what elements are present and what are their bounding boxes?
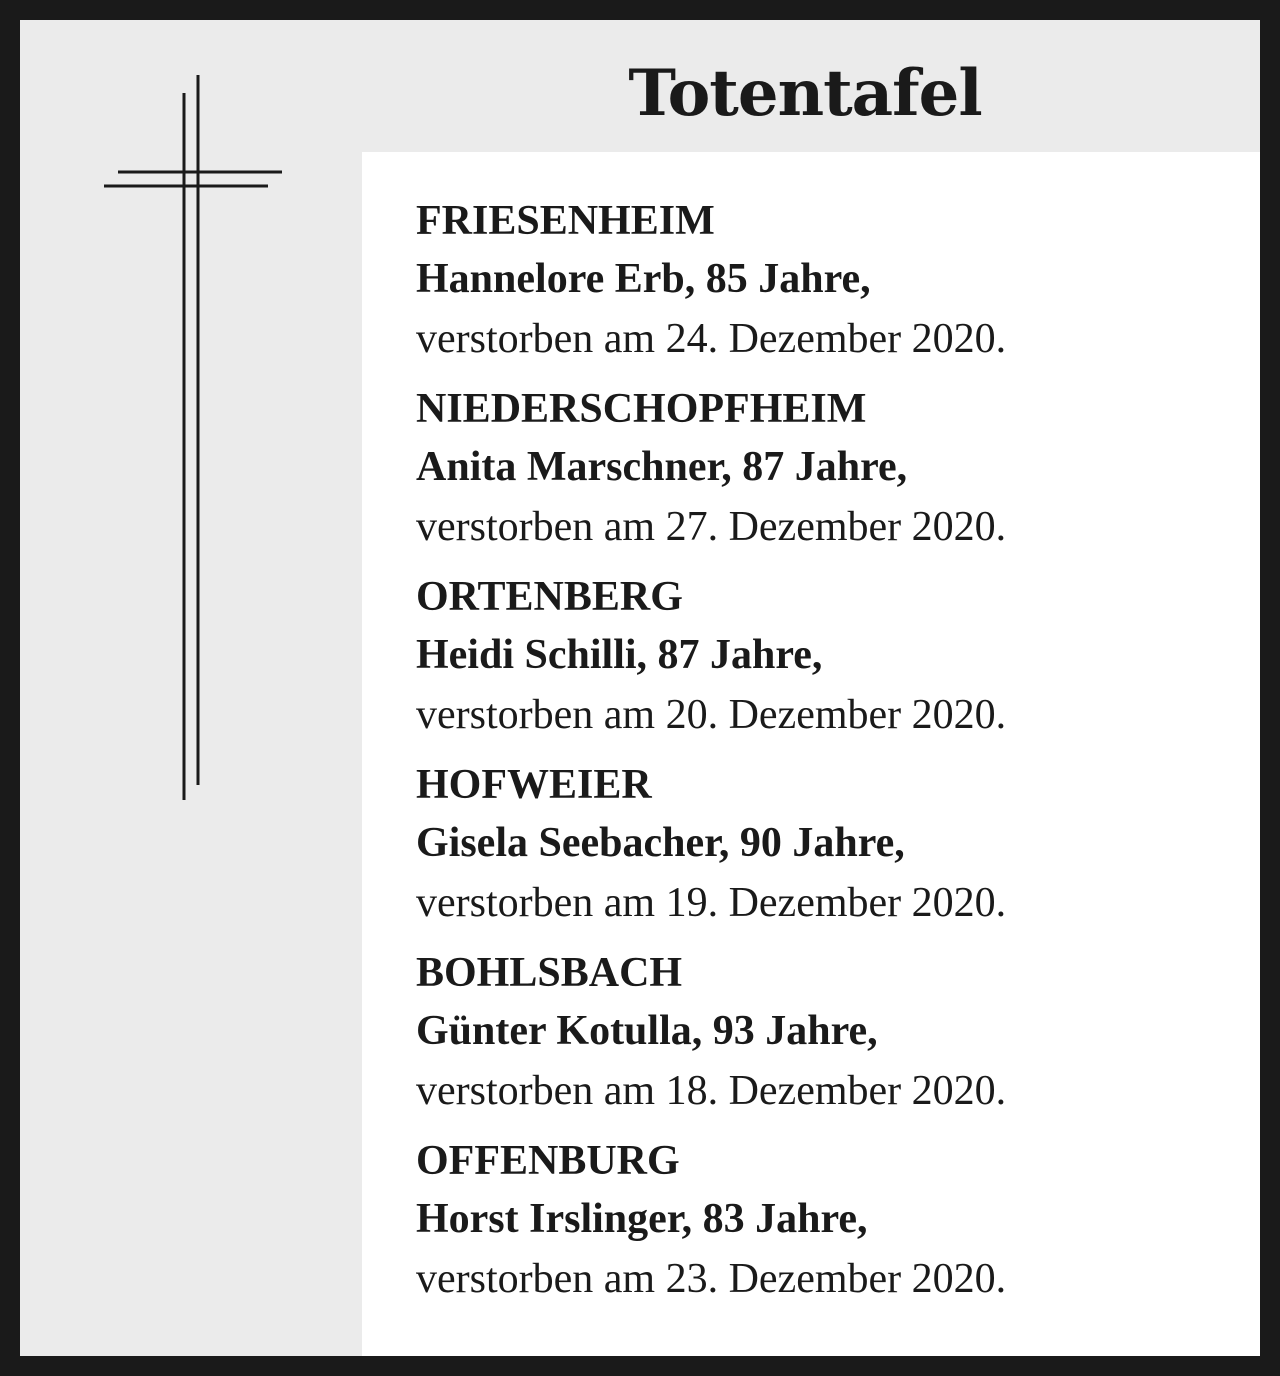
entry-date: verstorben am 24. Dezember 2020. — [416, 316, 1007, 362]
entry-place: FRIESENHEIM — [416, 198, 715, 244]
list-item — [416, 756, 1240, 944]
entry-person: Gisela Seebacher, 90 Jahre, — [416, 820, 905, 866]
content-panel — [362, 152, 1260, 1356]
entry-place: HOFWEIER — [416, 762, 652, 808]
list-item — [416, 944, 1240, 1132]
obituary-notice — [20, 20, 1260, 1356]
entry-list — [416, 192, 1240, 1320]
entry-person: Günter Kotulla, 93 Jahre, — [416, 1008, 878, 1054]
entry-person: Anita Marschner, 87 Jahre, — [416, 444, 908, 490]
entry-date: verstorben am 20. Dezember 2020. — [416, 692, 1007, 738]
entry-person: Hannelore Erb, 85 Jahre, — [416, 256, 871, 302]
list-item — [416, 192, 1240, 380]
list-item — [416, 380, 1240, 568]
entry-date: verstorben am 27. Dezember 2020. — [416, 504, 1007, 550]
entry-place: BOHLSBACH — [416, 950, 683, 996]
entry-place: OFFENBURG — [416, 1138, 680, 1184]
entry-person: Horst Irslinger, 83 Jahre, — [416, 1196, 868, 1242]
entry-place: NIEDERSCHOPFHEIM — [416, 386, 867, 432]
cross-icon — [100, 75, 300, 815]
list-item — [416, 568, 1240, 756]
list-item — [416, 1132, 1240, 1320]
entry-date: verstorben am 19. Dezember 2020. — [416, 880, 1007, 926]
entry-person: Heidi Schilli, 87 Jahre, — [416, 632, 823, 678]
entry-date: verstorben am 18. Dezember 2020. — [416, 1068, 1007, 1114]
page-title: Totentafel — [628, 56, 982, 131]
entry-date: verstorben am 23. Dezember 2020. — [416, 1256, 1007, 1302]
entry-place: ORTENBERG — [416, 574, 683, 620]
